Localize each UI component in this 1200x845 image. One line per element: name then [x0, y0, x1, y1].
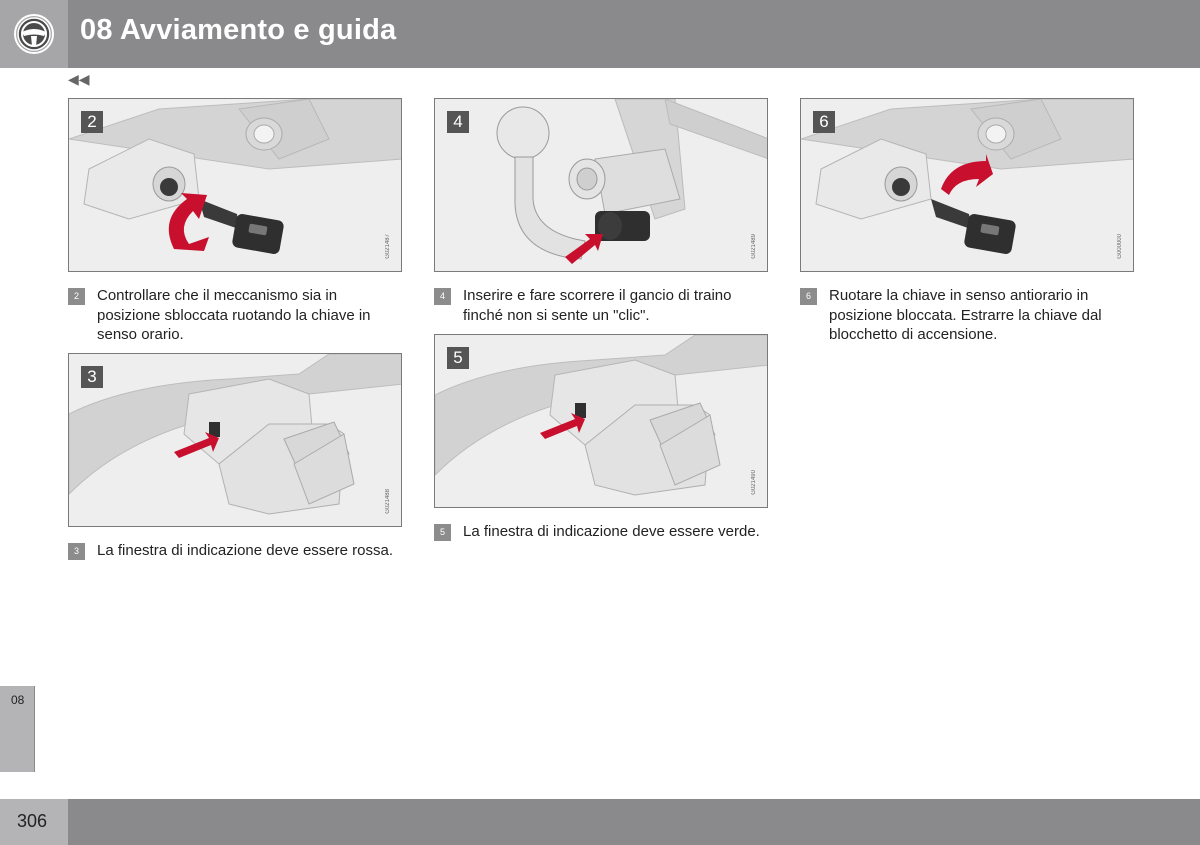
figure-code: G021487 [385, 234, 391, 259]
figure-4 [434, 98, 768, 272]
chapter-title: 08 Avviamento e guida [80, 14, 397, 46]
figure-code: G021490 [751, 470, 757, 495]
figure-number: 4 [447, 111, 469, 133]
figure-5 [434, 334, 768, 508]
back-arrows-icon[interactable]: ◀◀ [68, 72, 90, 88]
figure-number: 3 [81, 366, 103, 388]
figure-number: 2 [81, 111, 103, 133]
step-5 [434, 522, 769, 542]
figure-6 [800, 98, 1134, 272]
side-tab-label: 08 [11, 693, 25, 707]
step-text: Inserire e fare scorrere il gancio di traino finché non si sente un "clic". [463, 287, 732, 324]
step-text: Controllare che il meccanismo sia in posizione sbloccata ruotando la chiave in senso orario. [97, 287, 371, 343]
chapter-side-tab[interactable] [0, 686, 35, 772]
step-badge: 5 [434, 524, 451, 541]
step-badge: 6 [800, 288, 817, 305]
step-badge: 2 [68, 288, 85, 305]
page-number: 306 [17, 811, 48, 831]
step-6 [800, 286, 1135, 345]
figure-code: G021488 [385, 489, 391, 514]
footer-bar [68, 799, 1200, 845]
step-4 [434, 286, 769, 325]
figure-code: G021489 [751, 234, 757, 259]
step-badge: 3 [68, 543, 85, 560]
step-badge: 4 [434, 288, 451, 305]
chapter-icon-box [0, 0, 68, 68]
step-3 [68, 541, 403, 561]
step-text: La finestra di indicazione deve essere rossa. [97, 542, 394, 559]
figure-number: 6 [813, 111, 835, 133]
step-text: Ruotare la chiave in senso antiorario in posizione bloccata. Estrarre la chiave dal blocchetto di accensione. [829, 287, 1102, 343]
figure-code: G000000 [1117, 234, 1123, 259]
step-text: La finestra di indicazione deve essere verde. [463, 523, 760, 540]
figure-3 [68, 353, 402, 527]
steering-wheel-icon [0, 0, 68, 68]
figure-2 [68, 98, 402, 272]
figure-number: 5 [447, 347, 469, 369]
step-2 [68, 286, 403, 345]
